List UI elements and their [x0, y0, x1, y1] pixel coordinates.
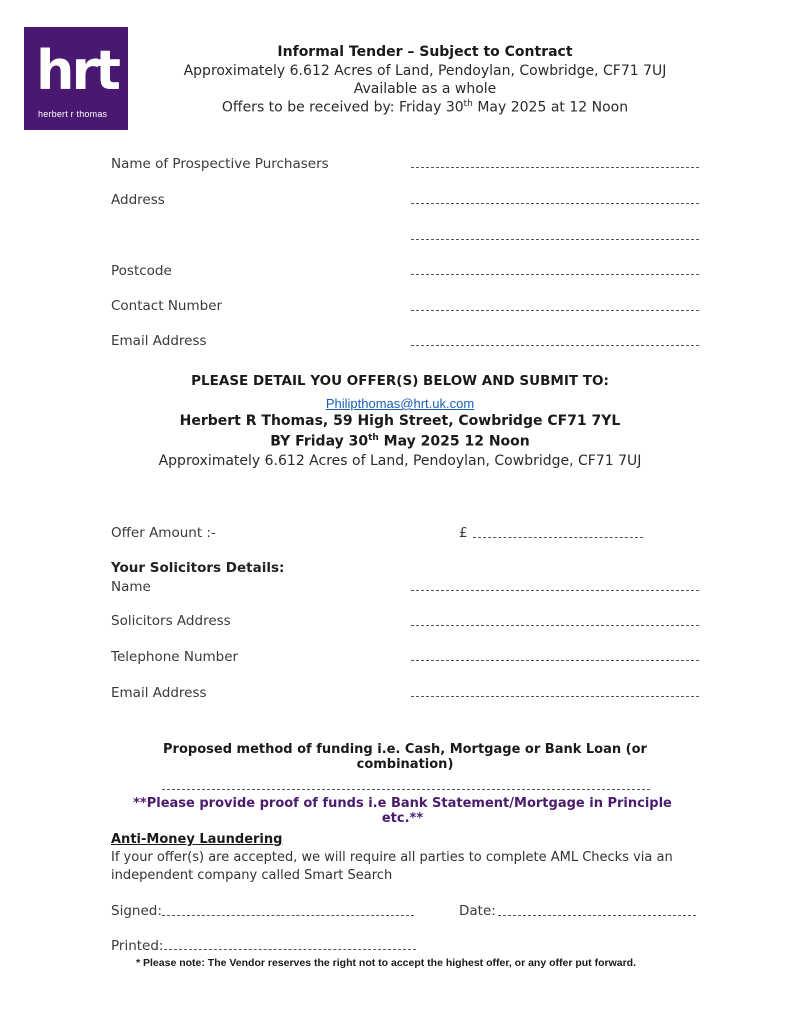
company-logo: [24, 27, 128, 130]
solicitor-name-field[interactable]: [411, 590, 699, 591]
email-address-field[interactable]: [411, 345, 699, 346]
postcode-field[interactable]: [411, 274, 699, 275]
printed-label: Printed:: [111, 938, 164, 954]
logo-mark: hrt: [36, 39, 118, 102]
contact-number-field[interactable]: [411, 310, 699, 311]
property-subtitle: Approximately 6.612 Acres of Land, Pendoylan, Cowbridge, CF71 7UJ: [183, 63, 667, 79]
solicitor-email-label: Email Address: [111, 685, 207, 701]
offer-amount-field[interactable]: [473, 537, 643, 538]
tender-title: Informal Tender – Subject to Contract: [277, 44, 573, 60]
offer-amount-label: Offer Amount :-: [111, 525, 216, 541]
address-field-line-2[interactable]: [411, 239, 699, 240]
deadline-text: Offers to be received by: Friday 30th May 2025 at 12 Noon: [221, 99, 629, 116]
aml-text-line-1: If your offer(s) are accepted, we will require all parties to complete AML Checks via an: [111, 850, 673, 865]
funding-question: Proposed method of funding i.e. Cash, Mortgage or Bank Loan (or combination): [163, 742, 647, 772]
postcode-label: Postcode: [111, 263, 172, 279]
aml-text-line-2: independent company called Smart Search: [111, 868, 393, 883]
vendor-disclaimer: * Please note: The Vendor reserves the right not to accept the highest offer, or any offer put forward.: [136, 957, 637, 969]
availability-text: Available as a whole: [353, 81, 497, 97]
signed-label: Signed:: [111, 903, 162, 919]
signature-field[interactable]: [162, 915, 414, 916]
submit-heading: PLEASE DETAIL YOU OFFER(S) BELOW AND SUBMIT TO:: [191, 373, 609, 389]
date-field[interactable]: [498, 915, 696, 916]
purchaser-name-field[interactable]: [411, 167, 699, 168]
address-field-line-1[interactable]: [411, 203, 699, 204]
submit-email-wrap: [100, 393, 700, 412]
solicitor-heading: Your Solicitors Details:: [111, 560, 285, 576]
submit-email-link[interactable]: Philipthomas@hrt.uk.com: [325, 396, 475, 411]
date-label: Date:: [459, 903, 496, 919]
solicitor-email-field[interactable]: [411, 696, 699, 697]
solicitor-address-field[interactable]: [411, 625, 699, 626]
proof-of-funds-note: **Please provide proof of funds i.e Bank Statement/Mortgage in Principle etc.**: [133, 796, 672, 826]
aml-heading: Anti-Money Laundering: [111, 832, 283, 847]
funding-method-field[interactable]: [162, 789, 650, 790]
currency-symbol: £: [459, 525, 468, 541]
contact-number-label: Contact Number: [111, 298, 223, 314]
telephone-field[interactable]: [411, 660, 699, 661]
solicitor-address-label: Solicitors Address: [111, 613, 231, 629]
purchaser-name-label: Name of Prospective Purchasers: [111, 156, 329, 172]
solicitor-name-label: Name: [111, 579, 151, 595]
submit-deadline: BY Friday 30th May 2025 12 Noon: [270, 433, 530, 450]
telephone-label: Telephone Number: [111, 649, 239, 665]
submit-property: Approximately 6.612 Acres of Land, Pendoylan, Cowbridge, CF71 7UJ: [158, 453, 642, 469]
email-address-label: Email Address: [111, 333, 207, 349]
address-label: Address: [111, 192, 165, 208]
printed-name-field[interactable]: [164, 949, 416, 950]
logo-name: herbert r thomas: [38, 109, 108, 119]
submit-address: Herbert R Thomas, 59 High Street, Cowbridge CF71 7YL: [179, 413, 621, 429]
